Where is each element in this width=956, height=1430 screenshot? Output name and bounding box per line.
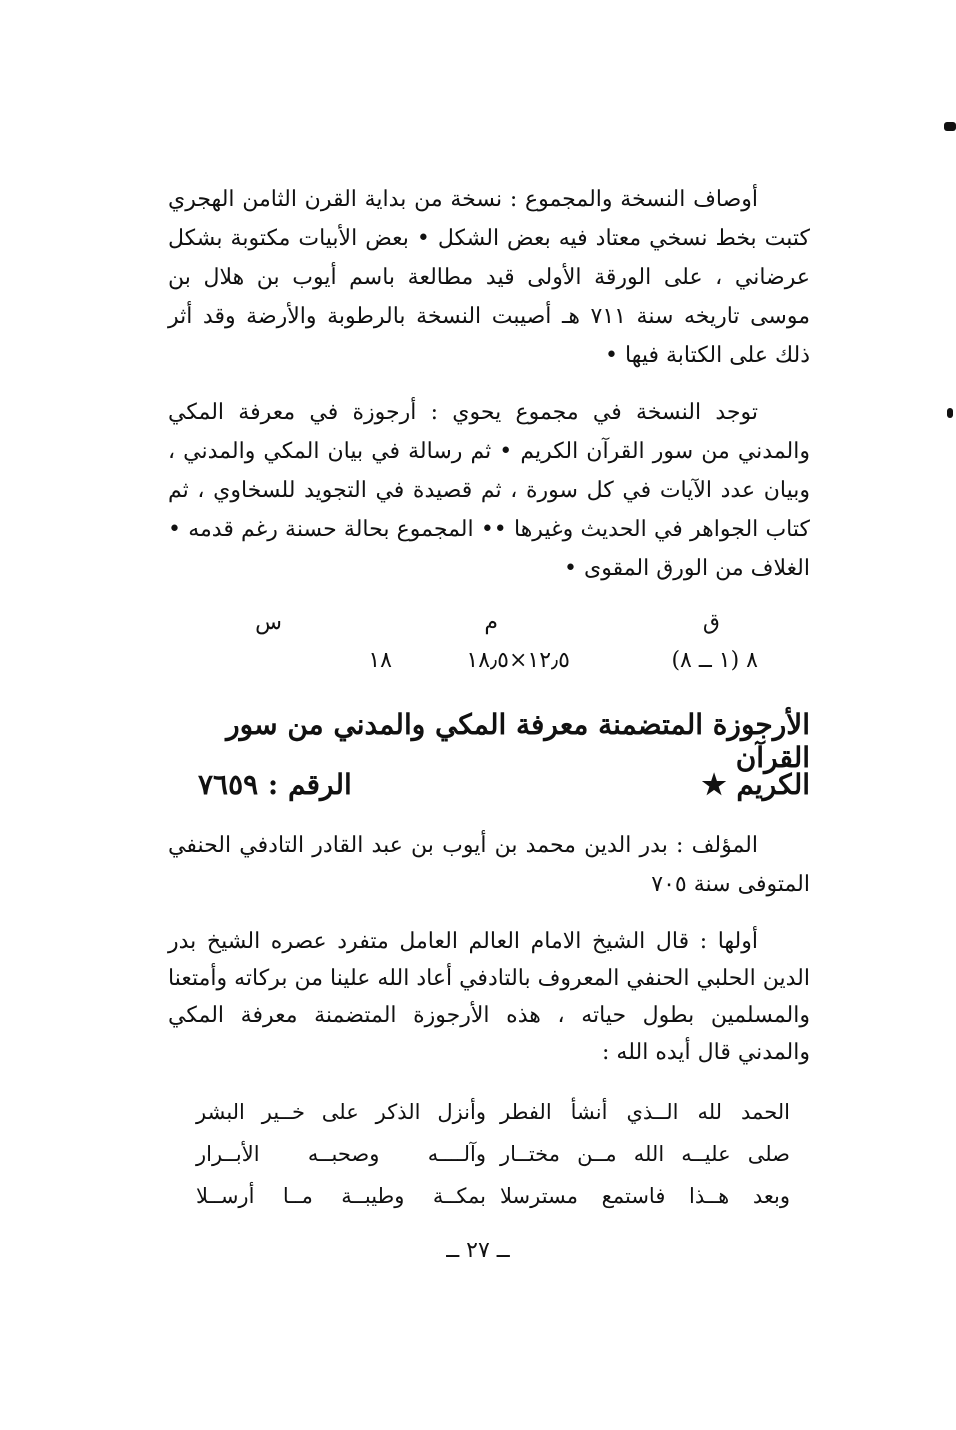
folios-value: ٨ (١ ــ ٨) [671,648,758,673]
entry-number: الرقم : ٧٦٥٩ [198,768,352,801]
author-paragraph [168,826,810,904]
author-text: المؤلف : بدر الدين محمد بن أيوب بن عبد القادر التادفي الحنفي المتوفى سنة ٧٠٥ [168,833,810,897]
page-number: ــ ٢٧ ــ [446,1238,510,1263]
verse-first-hemistich: الحمد لله الــذي أنشأ الفطر [500,1100,790,1124]
poem-verse [168,1142,810,1184]
margin-ink-mark [944,122,956,131]
verse-first-hemistich: صلى عليــه الله مــن مختــار [500,1142,790,1166]
verse-first-hemistich: وبعد هــذا فاستمع مسترسلا [500,1184,790,1208]
manuscript-description-paragraph [168,180,810,375]
lines-label: س [255,610,282,635]
entry-title-line2: الكريم ★ [701,768,810,801]
opening-text: أولها : قال الشيخ الامام العالم العامل متفرد عصره الشيخ بدر الدين الحلبي الحنفي المعروف بالتادفي أعاد الله علينا من بركاته وأمتعنا والمسلمين بطول حياته ، هذه الأرجوزة المتضمنة معرفة المكي والمدني قال أيده الله : [168,929,810,1065]
entry-title-row [168,768,810,808]
verse-second-hemistich: بمكــة وطيبــة مــا أرســلا [196,1184,486,1208]
description-text: أوصاف النسخة والمجموع : نسخة من بداية القرن الثامن الهجري كتبت بخط نسخي معتاد فيه بعض الشكل • بعض الأبيات مكتوبة بشكل عرضاني ، على الورقة الأولى قيد مطالعة باسم أيوب بن هلال بن موسى تاريخه سنة ٧١١ هـ أصيبت النسخة بالرطوبة والأرضة وقد أثر ذلك على الكتابة فيها • [168,187,810,368]
verse-second-hemistich: وأنزل الذكر على خــير البشر [196,1100,486,1124]
manuscript-meta-values [168,648,810,680]
manuscript-meta-labels [168,610,810,642]
poem-verse [168,1100,810,1142]
measurement-value: ١٢٫٥×١٨٫٥ [466,648,570,673]
entry-title-line1: الأرجوزة المتضمنة معرفة المكي والمدني من سور القرآن [226,708,810,774]
poem-verse [168,1184,810,1226]
poem-verses [168,1100,810,1226]
collection-text: توجد النسخة في مجموع يحوي : أرجوزة في معرفة المكي والمدني من سور القرآن الكريم • ثم رسالة في بيان المكي والمدني ، وبيان عدد الآيات في كل سورة ، ثم قصيدة في التجويد للسخاوي ، ثم كتاب الجواهر في الحديث وغيرها •• المجموع بحالة حسنة رغم قدمه • الغلاف من الورق المقوى • [168,400,810,581]
collection-paragraph [168,393,810,588]
margin-ink-mark [947,408,953,418]
folios-label: ق [702,610,720,635]
opening-paragraph [168,923,810,1071]
entry-title [168,708,810,774]
verse-second-hemistich: وآلــــه وصحبــه الأبــرار [196,1142,486,1166]
measurement-label: م [484,610,498,635]
lines-value: ١٨ [368,648,392,673]
